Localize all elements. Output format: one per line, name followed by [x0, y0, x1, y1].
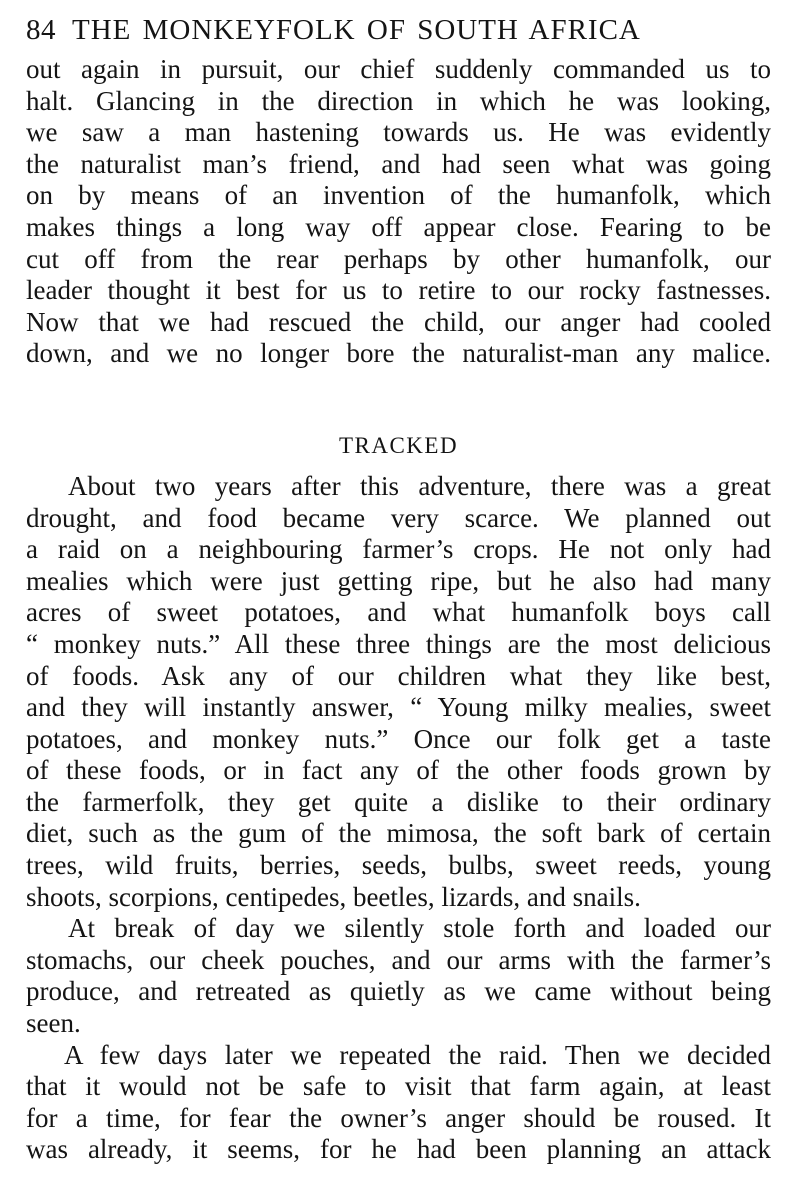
book-title: THE MONKEYFOLK OF SOUTH AFRICA	[72, 14, 641, 46]
text-line: halt. Glancing in the direction in which he was looking,	[26, 85, 771, 116]
text-line: acres of sweet potatoes, and what humanfolk boys call	[26, 597, 771, 628]
text-line: diet, such as the gum of the mimosa, the soft bark of certain	[26, 818, 771, 849]
section-heading: TRACKED	[338, 432, 459, 458]
text-line: stomachs, our cheek pouches, and our arms with the farmer’s	[26, 944, 771, 975]
text-line: out again in pursuit, our chief suddenly commanded us to	[26, 54, 771, 84]
text-line: the naturalist man’s friend, and had seen what was going	[26, 148, 771, 179]
text-line: Now that we had rescued the child, our anger had cooled	[26, 306, 771, 337]
text-line: of these foods, or in fact any of the other foods grown by	[26, 755, 771, 786]
text-line: About two years after this adventure, there was a great	[68, 470, 771, 501]
book-page	[26, 14, 771, 1166]
text-line: we saw a man hastening towards us. He was evidently	[26, 117, 771, 148]
text-line: for a time, for fear the owner’s anger should be roused. It	[26, 1102, 771, 1133]
page-number: 84	[26, 14, 56, 46]
text-line: down, and we no longer bore the naturalist-man any malice.	[26, 338, 771, 369]
text-line: drought, and food became very scarce. We planned out	[26, 502, 771, 533]
paragraph-repeated-raid	[26, 1040, 771, 1166]
text-line: At break of day we silently stole forth and loaded our	[68, 913, 771, 944]
paragraph-continued	[26, 54, 771, 370]
text-line: makes things a long way off appear close. Fearing to be	[26, 211, 771, 242]
text-line: a raid on a neighbouring farmer’s crops. He not only had	[26, 534, 771, 565]
text-line: seen.	[26, 1008, 81, 1039]
text-line: “ monkey nuts.” All these three things are the most delicious	[26, 628, 771, 659]
section-spacer	[26, 370, 771, 425]
text-line: and they will instantly answer, “ Young milky mealies, sweet	[26, 692, 771, 723]
text-line: the farmerfolk, they get quite a dislike to their ordinary	[26, 786, 771, 817]
paragraph-drought	[26, 471, 771, 913]
text-line: trees, wild fruits, berries, seeds, bulbs, sweet reeds, young	[26, 850, 771, 881]
text-line: shoots, scorpions, centipedes, beetles, lizards, and snails.	[26, 881, 641, 912]
text-line: was already, it seems, for he had been planning an attack	[26, 1134, 771, 1165]
text-line: potatoes, and monkey nuts.” Once our folk get a taste	[26, 723, 771, 754]
text-line: of foods. Ask any of our children what they like best,	[26, 660, 771, 691]
text-line: produce, and retreated as quietly as we came without being	[26, 976, 771, 1007]
text-line: mealies which were just getting ripe, but he also had many	[26, 565, 771, 596]
text-line: leader thought it best for us to retire to our rocky fastnesses.	[26, 275, 771, 306]
paragraph-raid	[26, 913, 771, 1039]
running-head	[26, 14, 771, 54]
text-line: A few days later we repeated the raid. Then we decided	[64, 1039, 771, 1070]
text-line: cut off from the rear perhaps by other humanfolk, our	[26, 243, 771, 274]
text-line: on by means of an invention of the humanfolk, which	[26, 180, 771, 211]
text-line: that it would not be safe to visit that farm again, at least	[26, 1071, 771, 1102]
